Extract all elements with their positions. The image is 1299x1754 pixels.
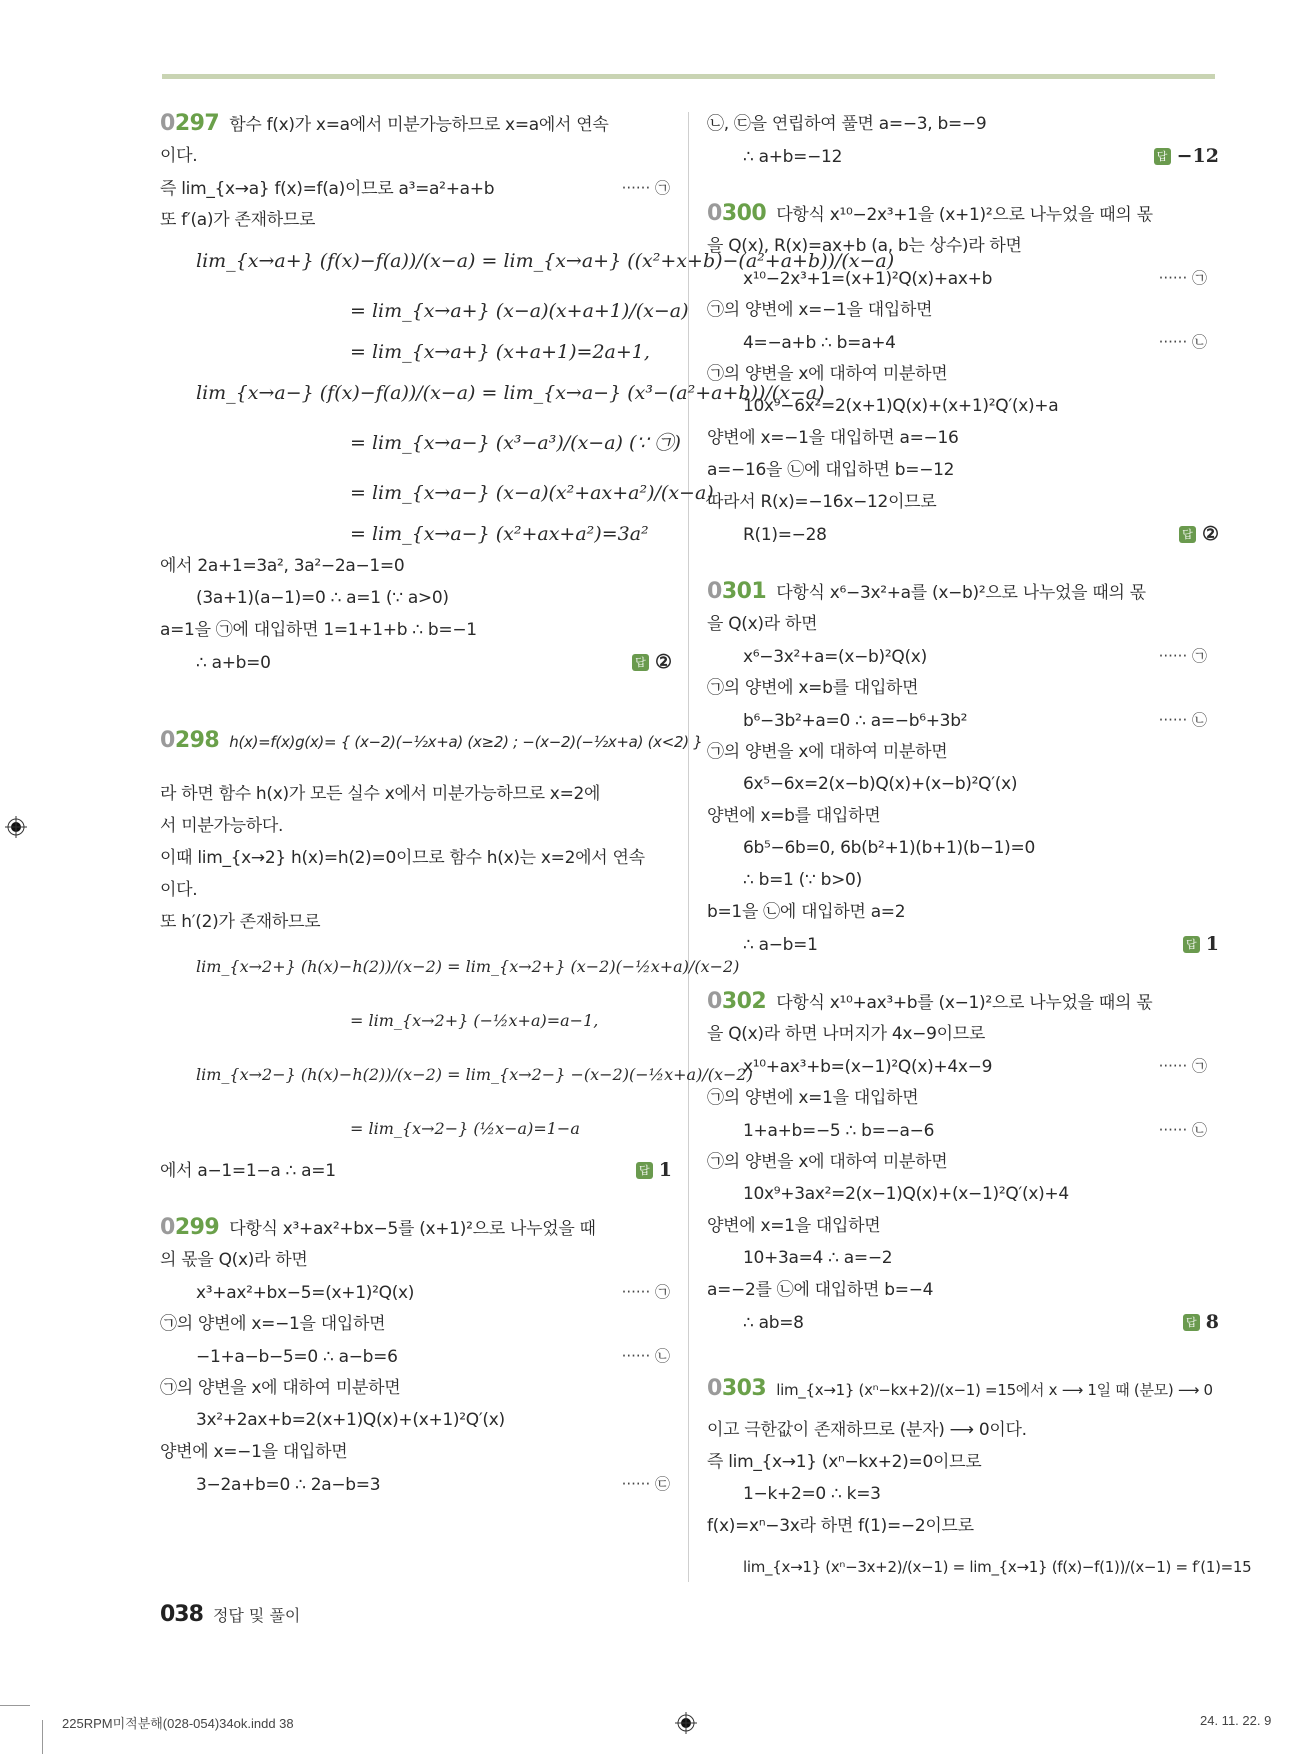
- answer-badge-icon: 답: [632, 654, 649, 671]
- problem-0299-header: 0299 다항식 x³+ax²+bx−5를 (x+1)²으로 나누었을 때: [160, 1215, 596, 1240]
- solution-line: 이다.: [160, 880, 198, 900]
- problem-number: 0303: [707, 1376, 767, 1401]
- equation-tag: ······ ㉡: [1158, 1121, 1207, 1139]
- answer-box: [632, 646, 672, 678]
- solution-line: 을 Q(x)라 하면: [707, 614, 818, 634]
- solution-line: a=1을 ㉠에 대입하면 1=1+1+b ∴ b=−1: [160, 620, 477, 640]
- equation-tag: ······ ㉠: [1158, 647, 1207, 665]
- solution-line: ㉡, ㉢을 연립하여 풀면 a=−3, b=−9: [707, 114, 987, 134]
- equation-line: lim_{x→a−} (f(x)−f(a))/(x−a) = lim_{x→a−} (x³−(a²+a+b))/(x−a): [196, 382, 825, 404]
- registration-mark-icon: [5, 816, 27, 838]
- solution-line: b=1을 ㉡에 대입하면 a=2: [707, 902, 906, 922]
- answer-badge-icon: 답: [636, 1162, 653, 1179]
- solution-line: 3−2a+b=0 ∴ 2a−b=3 ······ ㉢: [160, 1468, 660, 1500]
- crop-mark: [42, 1720, 43, 1754]
- equation-line: = lim_{x→a−} (x²+ax+a²)=3a²: [350, 523, 649, 545]
- solution-line: 즉 lim_{x→1} (xⁿ−kx+2)=0이므로: [707, 1452, 982, 1472]
- solution-line: ∴ ab=8 답 8: [707, 1306, 1207, 1338]
- answer-box: [1183, 1306, 1219, 1338]
- solution-line: 의 몫을 Q(x)라 하면: [160, 1250, 308, 1270]
- answer-value: ②: [1201, 523, 1219, 545]
- solution-line: ㉠의 양변에 x=−1을 대입하면: [707, 300, 933, 320]
- equation-line: = lim_{x→a−} (x−a)(x²+ax+a²)/(x−a): [350, 482, 714, 504]
- problem-number: 0298: [160, 728, 220, 753]
- answer-badge-icon: 답: [1183, 936, 1200, 953]
- solution-line: −1+a−b−5=0 ∴ a−b=6 ······ ㉡: [160, 1340, 660, 1372]
- problem-number: 0301: [707, 579, 767, 604]
- solution-line: 즉 lim_{x→a} f(x)=f(a)이므로 a³=a²+a+b ······ ㉠: [160, 172, 660, 204]
- solution-line: ∴ a−b=1 답 1: [707, 928, 1207, 960]
- problem-0301-header: 0301 다항식 x⁶−3x²+a를 (x−b)²으로 나누었을 때의 몫: [707, 579, 1146, 604]
- equation-line: lim_{x→2+} (h(x)−h(2))/(x−2) = lim_{x→2+} (x−2)(−½x+a)/(x−2): [196, 957, 740, 976]
- solution-line: ㉠의 양변을 x에 대하여 미분하면: [707, 742, 948, 762]
- solution-line: R(1)=−28 답 ②: [707, 518, 1207, 550]
- problem-number: 0302: [707, 989, 767, 1014]
- solution-line: 10x⁹+3ax²=2(x−1)Q(x)+(x−1)²Q′(x)+4: [743, 1184, 1069, 1204]
- solution-line: 이고 극한값이 존재하므로 (분자) ⟶ 0이다.: [707, 1420, 1027, 1440]
- registration-mark-icon: [675, 1712, 697, 1734]
- solution-line: 에서 2a+1=3a², 3a²−2a−1=0: [160, 556, 405, 576]
- answer-badge-icon: 답: [1154, 148, 1171, 165]
- solution-line: 을 Q(x)라 하면 나머지가 4x−9이므로: [707, 1024, 985, 1044]
- equation-line: = lim_{x→2−} (½x−a)=1−a: [350, 1119, 580, 1138]
- solution-line: 에서 a−1=1−a ∴ a=1 답 1: [160, 1154, 660, 1186]
- solution-line: x⁶−3x²+a=(x−b)²Q(x) ······ ㉠: [707, 640, 1207, 672]
- problem-number: 0297: [160, 111, 220, 136]
- equation-tag: ······ ㉡: [621, 1347, 670, 1365]
- solution-line: 서 미분가능하다.: [160, 816, 284, 836]
- solution-line: ㉠의 양변에 x=−1을 대입하면: [160, 1314, 386, 1334]
- crop-mark: [0, 1705, 30, 1706]
- equation-tag: ······ ㉡: [1158, 711, 1207, 729]
- equation-tag: ······ ㉢: [621, 1475, 670, 1493]
- answer-value: 1: [1205, 933, 1219, 955]
- solution-line: 이다.: [160, 146, 198, 166]
- answer-value: 1: [658, 1159, 672, 1181]
- solution-line: b⁶−3b²+a=0 ∴ a=−b⁶+3b² ······ ㉡: [707, 704, 1207, 736]
- slug-date: 24. 11. 22. 9: [1200, 1713, 1272, 1728]
- header-rule: [162, 74, 1215, 79]
- equation-line: = lim_{x→a+} (x−a)(x+a+1)/(x−a): [350, 300, 689, 322]
- solution-line: 을 Q(x), R(x)=ax+b (a, b는 상수)라 하면: [707, 236, 1022, 256]
- answer-box: [1183, 928, 1219, 960]
- answer-box: [1154, 140, 1219, 172]
- answer-value: ②: [654, 651, 672, 673]
- solution-line: a=−16을 ㉡에 대입하면 b=−12: [707, 460, 955, 480]
- solution-line: 따라서 R(x)=−16x−12이므로: [707, 492, 937, 512]
- equation-tag: ······ ㉠: [621, 179, 670, 197]
- solution-line: ㉠의 양변을 x에 대하여 미분하면: [160, 1378, 401, 1398]
- solution-line: ㉠의 양변을 x에 대하여 미분하면: [707, 364, 948, 384]
- solution-line: x¹⁰−2x³+1=(x+1)²Q(x)+ax+b ······ ㉠: [707, 262, 1207, 294]
- answer-badge-icon: 답: [1183, 1314, 1200, 1331]
- solution-line: ㉠의 양변을 x에 대하여 미분하면: [707, 1152, 948, 1172]
- equation-tag: ······ ㉠: [621, 1283, 670, 1301]
- section-title: 정답 및 풀이: [212, 1606, 301, 1625]
- problem-number: 0299: [160, 1215, 220, 1240]
- solution-line: a=−2를 ㉡에 대입하면 b=−4: [707, 1280, 934, 1300]
- problem-0300-header: 0300 다항식 x¹⁰−2x³+1을 (x+1)²으로 나누었을 때의 몫: [707, 201, 1153, 226]
- problem-0298-header: 0298 h(x)=f(x)g(x)= { (x−2)(−½x+a) (x≥2) ; −(x−2)(−½x+a) (x<2) }: [160, 728, 703, 753]
- solution-line: ∴ a+b=−12 답 −12: [707, 140, 1207, 172]
- solution-line: ㉠의 양변에 x=b를 대입하면: [707, 678, 919, 698]
- solution-line: 또 h′(2)가 존재하므로: [160, 912, 321, 932]
- equation-tag: ······ ㉠: [1158, 269, 1207, 287]
- equation-tag: ······ ㉠: [1158, 1057, 1207, 1075]
- solution-line: 6x⁵−6x=2(x−b)Q(x)+(x−b)²Q′(x): [743, 774, 1018, 794]
- equation-tag: ······ ㉡: [1158, 333, 1207, 351]
- solution-line: 양변에 x=1을 대입하면: [707, 1216, 881, 1236]
- equation-line: = lim_{x→2+} (−½x+a)=a−1,: [350, 1011, 599, 1030]
- problem-0303-header: 0303 lim_{x→1} (xⁿ−kx+2)/(x−1) =15에서 x ⟶ 1일 때 (분모) ⟶ 0: [707, 1376, 1213, 1401]
- problem-0297-header: 0297 함수 f(x)가 x=a에서 미분가능하므로 x=a에서 연속: [160, 111, 609, 136]
- solution-line: 양변에 x=−1을 대입하면: [160, 1442, 348, 1462]
- solution-line: x¹⁰+ax³+b=(x−1)²Q(x)+4x−9 ······ ㉠: [707, 1050, 1207, 1082]
- solution-line: 4=−a+b ∴ b=a+4 ······ ㉡: [707, 326, 1207, 358]
- page-number: 038: [160, 1602, 203, 1627]
- solution-line: ∴ a+b=0 답 ②: [160, 646, 660, 678]
- equation-line: = lim_{x→a−} (x³−a³)/(x−a) (∵ ㉠): [350, 432, 681, 454]
- solution-line: 6b⁵−6b=0, 6b(b²+1)(b+1)(b−1)=0: [743, 838, 1035, 858]
- solution-line: ㉠의 양변에 x=1을 대입하면: [707, 1088, 919, 1108]
- solution-line: 양변에 x=b를 대입하면: [707, 806, 881, 826]
- solution-line: (3a+1)(a−1)=0 ∴ a=1 (∵ a>0): [196, 588, 449, 608]
- answer-badge-icon: 답: [1179, 526, 1196, 543]
- solution-line: ∴ b=1 (∵ b>0): [743, 870, 862, 890]
- page-footer: [160, 1602, 300, 1627]
- solution-line: 10+3a=4 ∴ a=−2: [743, 1248, 893, 1268]
- right-column: [707, 108, 1252, 1592]
- solution-line: f(x)=xⁿ−3x라 하면 f(1)=−2이므로: [707, 1516, 974, 1536]
- equation-line: = lim_{x→a+} (x+a+1)=2a+1,: [350, 341, 650, 363]
- solution-line: 또 f′(a)가 존재하므로: [160, 210, 316, 230]
- solution-line: 10x⁹−6x²=2(x+1)Q(x)+(x+1)²Q′(x)+a: [743, 396, 1059, 416]
- equation-line: lim_{x→a+} (f(x)−f(a))/(x−a) = lim_{x→a+} ((x²+x+b)−(a²+a+b))/(x−a): [196, 250, 895, 272]
- slug-filename: 225RPM미적분해(028-054)34ok.indd 38: [62, 1716, 294, 1731]
- answer-value: −12: [1176, 145, 1219, 167]
- solution-line: 3x²+2ax+b=2(x+1)Q(x)+(x+1)²Q′(x): [196, 1410, 505, 1430]
- solution-line: 라 하면 함수 h(x)가 모든 실수 x에서 미분가능하므로 x=2에: [160, 784, 601, 804]
- equation-line: lim_{x→1} (xⁿ−3x+2)/(x−1) = lim_{x→1} (f(x)−f(1))/(x−1) = f′(1)=15: [743, 1558, 1252, 1576]
- solution-line: 1+a+b=−5 ∴ b=−a−6 ······ ㉡: [707, 1114, 1207, 1146]
- answer-value: 8: [1205, 1311, 1219, 1333]
- answer-box: [636, 1154, 672, 1186]
- solution-line: x³+ax²+bx−5=(x+1)²Q(x) ······ ㉠: [160, 1276, 660, 1308]
- answer-box: [1179, 518, 1219, 550]
- problem-0302-header: 0302 다항식 x¹⁰+ax³+b를 (x−1)²으로 나누었을 때의 몫: [707, 989, 1153, 1014]
- problem-number: 0300: [707, 201, 767, 226]
- solution-line: 이때 lim_{x→2} h(x)=h(2)=0이므로 함수 h(x)는 x=2에서 연속: [160, 848, 645, 868]
- equation-line: lim_{x→2−} (h(x)−h(2))/(x−2) = lim_{x→2−} −(x−2)(−½x+a)/(x−2): [196, 1065, 753, 1084]
- solution-line: 양변에 x=−1을 대입하면 a=−16: [707, 428, 959, 448]
- solution-line: 1−k+2=0 ∴ k=3: [743, 1484, 881, 1504]
